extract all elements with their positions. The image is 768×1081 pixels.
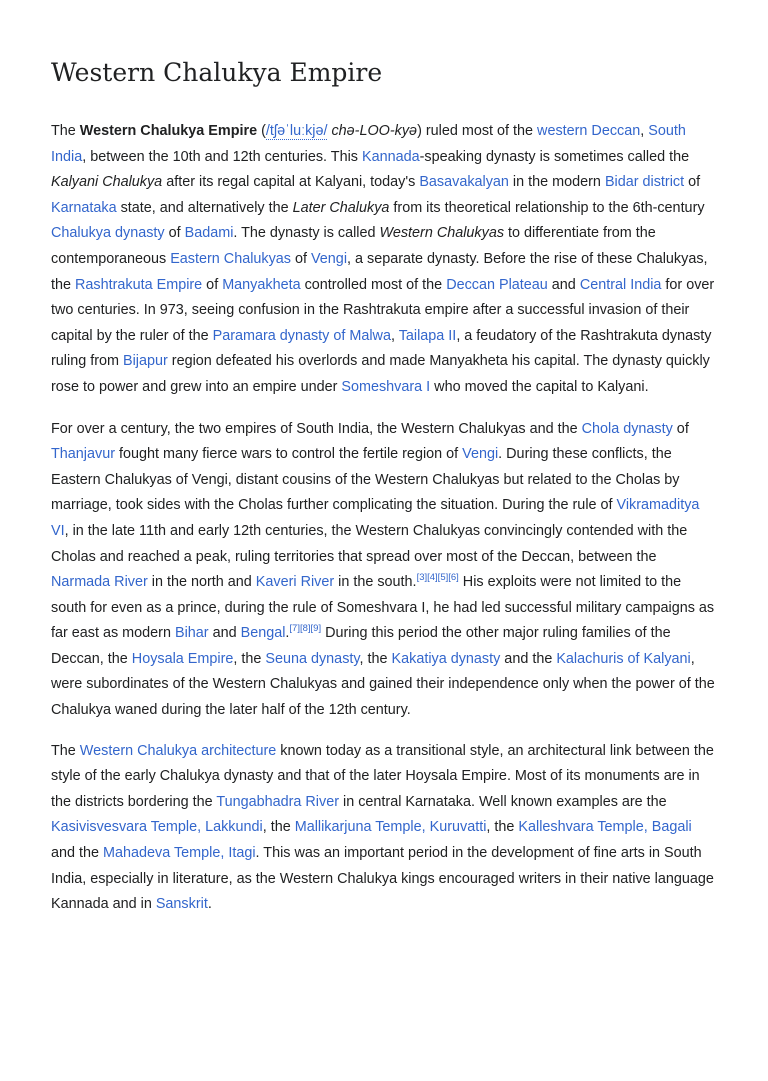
link-bengal[interactable]: Bengal — [240, 625, 286, 642]
link-vikramaditya-vi[interactable]: Vikramaditya VI — [51, 497, 700, 539]
text: . — [207, 896, 212, 913]
text: , the — [262, 819, 295, 836]
text: in the south. — [334, 574, 417, 591]
text: The — [51, 123, 80, 139]
reference-link[interactable]: [7][8][9] — [289, 623, 322, 635]
link-kasivisvesvara-temple[interactable]: Kasivisvesvara Temple, Lakkundi — [51, 819, 263, 836]
link-central-india[interactable]: Central India — [579, 276, 662, 293]
text: . The dynasty is called — [233, 225, 380, 242]
link-badami[interactable]: Badami — [184, 225, 234, 242]
text: of — [164, 225, 185, 242]
reference-superscript — [289, 623, 321, 634]
text: The — [51, 742, 80, 759]
text: controlled most of the — [300, 276, 447, 293]
link-kalachuris-of-kalyani[interactable]: Kalachuris of Kalyani — [556, 650, 691, 667]
paragraph-1 — [51, 119, 717, 401]
text: after its regal capital at Kalyani, today's — [162, 174, 420, 191]
pronunciation-ipa-link[interactable]: /tʃəˈluːkjə/ — [265, 123, 328, 139]
text: state, and alternatively the — [116, 199, 293, 216]
bold-term: Western Chalukya Empire — [79, 123, 258, 139]
link-tailapa-ii[interactable]: Tailapa II — [398, 327, 457, 344]
link-deccan-plateau[interactable]: Deccan Plateau — [446, 276, 548, 293]
link-bidar-district[interactable]: Bidar district — [604, 174, 685, 191]
link-western-deccan[interactable]: western Deccan — [537, 123, 641, 139]
text: , a separate dynasty. Before the rise of these Chalukyas, the — [51, 250, 708, 293]
text: of — [672, 420, 689, 437]
link-tungabhadra-river[interactable]: Tungabhadra River — [216, 793, 339, 810]
text: in the north and — [147, 574, 256, 591]
italic-term: Later Chalukya — [292, 199, 390, 216]
link-paramara-dynasty[interactable]: Paramara dynasty of Malwa — [212, 327, 391, 344]
text: ) ruled most of the — [417, 123, 538, 139]
link-chola-dynasty[interactable]: Chola dynasty — [581, 420, 673, 437]
text: , a feudatory of the Rashtrakuta dynasty ruling from — [51, 327, 712, 370]
article — [0, 57, 768, 918]
text: and the — [500, 650, 557, 667]
link-bijapur[interactable]: Bijapur — [122, 353, 168, 370]
text: region defeated his overlords and made Manyakheta his capital. The dynasty quickly rose to power and grew into an empire under — [51, 353, 710, 395]
reference-superscript — [417, 572, 459, 583]
text: of — [684, 174, 701, 191]
text: . — [285, 625, 290, 642]
text: ( — [257, 123, 266, 139]
link-eastern-chalukyas[interactable]: Eastern Chalukyas — [170, 250, 291, 267]
text: in the modern — [508, 174, 605, 191]
link-hoysala-empire[interactable]: Hoysala Empire — [131, 650, 234, 667]
link-kakatiya-dynasty[interactable]: Kakatiya dynasty — [391, 650, 501, 667]
text: for over two centuries. In 973, seeing confusion in the Rashtrakuta empire after a successful invasion of their capital by the ruler of the — [51, 276, 715, 344]
text: fought many fierce wars to control the fertile region of — [115, 446, 463, 463]
link-chalukya-dynasty[interactable]: Chalukya dynasty — [51, 225, 165, 242]
text: of — [202, 276, 223, 293]
link-rashtrakuta-empire[interactable]: Rashtrakuta Empire — [75, 276, 203, 293]
text: and — [547, 276, 580, 293]
link-karnataka[interactable]: Karnataka — [51, 199, 117, 216]
text: . During these conflicts, the Eastern Chalukyas of Vengi, distant cousins of the Western Chalukyas but related to the Cholas by marriage, took sides with the Cholas further complicating the situation. During the rule of — [51, 446, 680, 514]
link-south-india[interactable]: South India — [51, 123, 686, 165]
link-narmada-river[interactable]: Narmada River — [51, 574, 148, 591]
text: . This was an important period in the development of fine arts in South India, especially in literature, as the Western Chalukya kings encouraged writers in their native language Kannada and in — [51, 845, 714, 913]
text: , — [640, 123, 649, 139]
text: known today as a transitional style, an architectural link between the style of the early Chalukya dynasty and that of the later Hoysala Empire. Most of its monuments are in the districts bordering the — [51, 742, 714, 810]
text: , the — [359, 650, 392, 667]
paragraph-3 — [51, 739, 717, 918]
link-mallikarjuna-temple[interactable]: Mallikarjuna Temple, Kuruvatti — [294, 819, 487, 836]
text: from its theoretical relationship to the 6th-century — [389, 199, 705, 216]
link-kaveri-river[interactable]: Kaveri River — [255, 574, 335, 591]
pronunciation-respelling: chə-LOO-kyə — [331, 123, 418, 139]
paragraph-2 — [51, 417, 717, 724]
text: , the — [233, 650, 266, 667]
text: and — [208, 625, 241, 642]
link-thanjavur[interactable]: Thanjavur — [51, 446, 115, 463]
text: , — [390, 327, 399, 344]
reference-link[interactable]: [3][4][5][6] — [416, 572, 459, 584]
link-sanskrit[interactable]: Sanskrit — [155, 896, 208, 913]
text: in central Karnataka. Well known examples are the — [339, 793, 667, 810]
text: of — [291, 250, 311, 267]
link-kannada[interactable]: Kannada — [361, 148, 420, 165]
text: , between the 10th and 12th centuries. This — [82, 148, 362, 165]
link-manyakheta[interactable]: Manyakheta — [222, 276, 301, 293]
link-seuna-dynasty[interactable]: Seuna dynasty — [265, 650, 360, 667]
text: , in the late 11th and early 12th centuries, the Western Chalukyas convincingly contended with the Cholas and reached a peak, ruling territories that spread over most of the Deccan, between the — [51, 522, 688, 565]
link-vengi[interactable]: Vengi — [462, 446, 499, 463]
link-basavakalyan[interactable]: Basavakalyan — [419, 174, 509, 191]
text: , the — [486, 819, 519, 836]
link-bihar[interactable]: Bihar — [174, 625, 209, 642]
page-title: Western Chalukya Empire — [51, 58, 383, 87]
text: , were subordinates of the Western Chalukyas and gained their independence only when the power of the Chalukya waned during the later half of the 12th century. — [51, 650, 715, 719]
text: who moved the capital to Kalyani. — [430, 378, 649, 395]
italic-term: Kalyani Chalukya — [51, 174, 163, 191]
link-someshvara-i[interactable]: Someshvara I — [341, 378, 431, 395]
link-kalleshvara-temple[interactable]: Kalleshvara Temple, Bagali — [518, 819, 692, 836]
text: -speaking dynasty is sometimes called the — [419, 148, 690, 165]
text: For over a century, the two empires of South India, the Western Chalukyas and the — [51, 420, 582, 437]
text: to differentiate from the contemporaneous — [51, 225, 656, 267]
text: and the — [51, 845, 104, 862]
text: His exploits were not limited to the south for even as a prince, during the rule of Someshvara I, he had led successful military campaigns as far east as modern — [51, 574, 715, 642]
link-vengi[interactable]: Vengi — [311, 250, 348, 267]
link-western-chalukya-architecture[interactable]: Western Chalukya architecture — [79, 742, 277, 759]
link-mahadeva-temple[interactable]: Mahadeva Temple, Itagi — [103, 845, 256, 862]
italic-term: Western Chalukyas — [379, 225, 505, 242]
text: During this period the other major ruling families of the Deccan, the — [51, 625, 671, 667]
